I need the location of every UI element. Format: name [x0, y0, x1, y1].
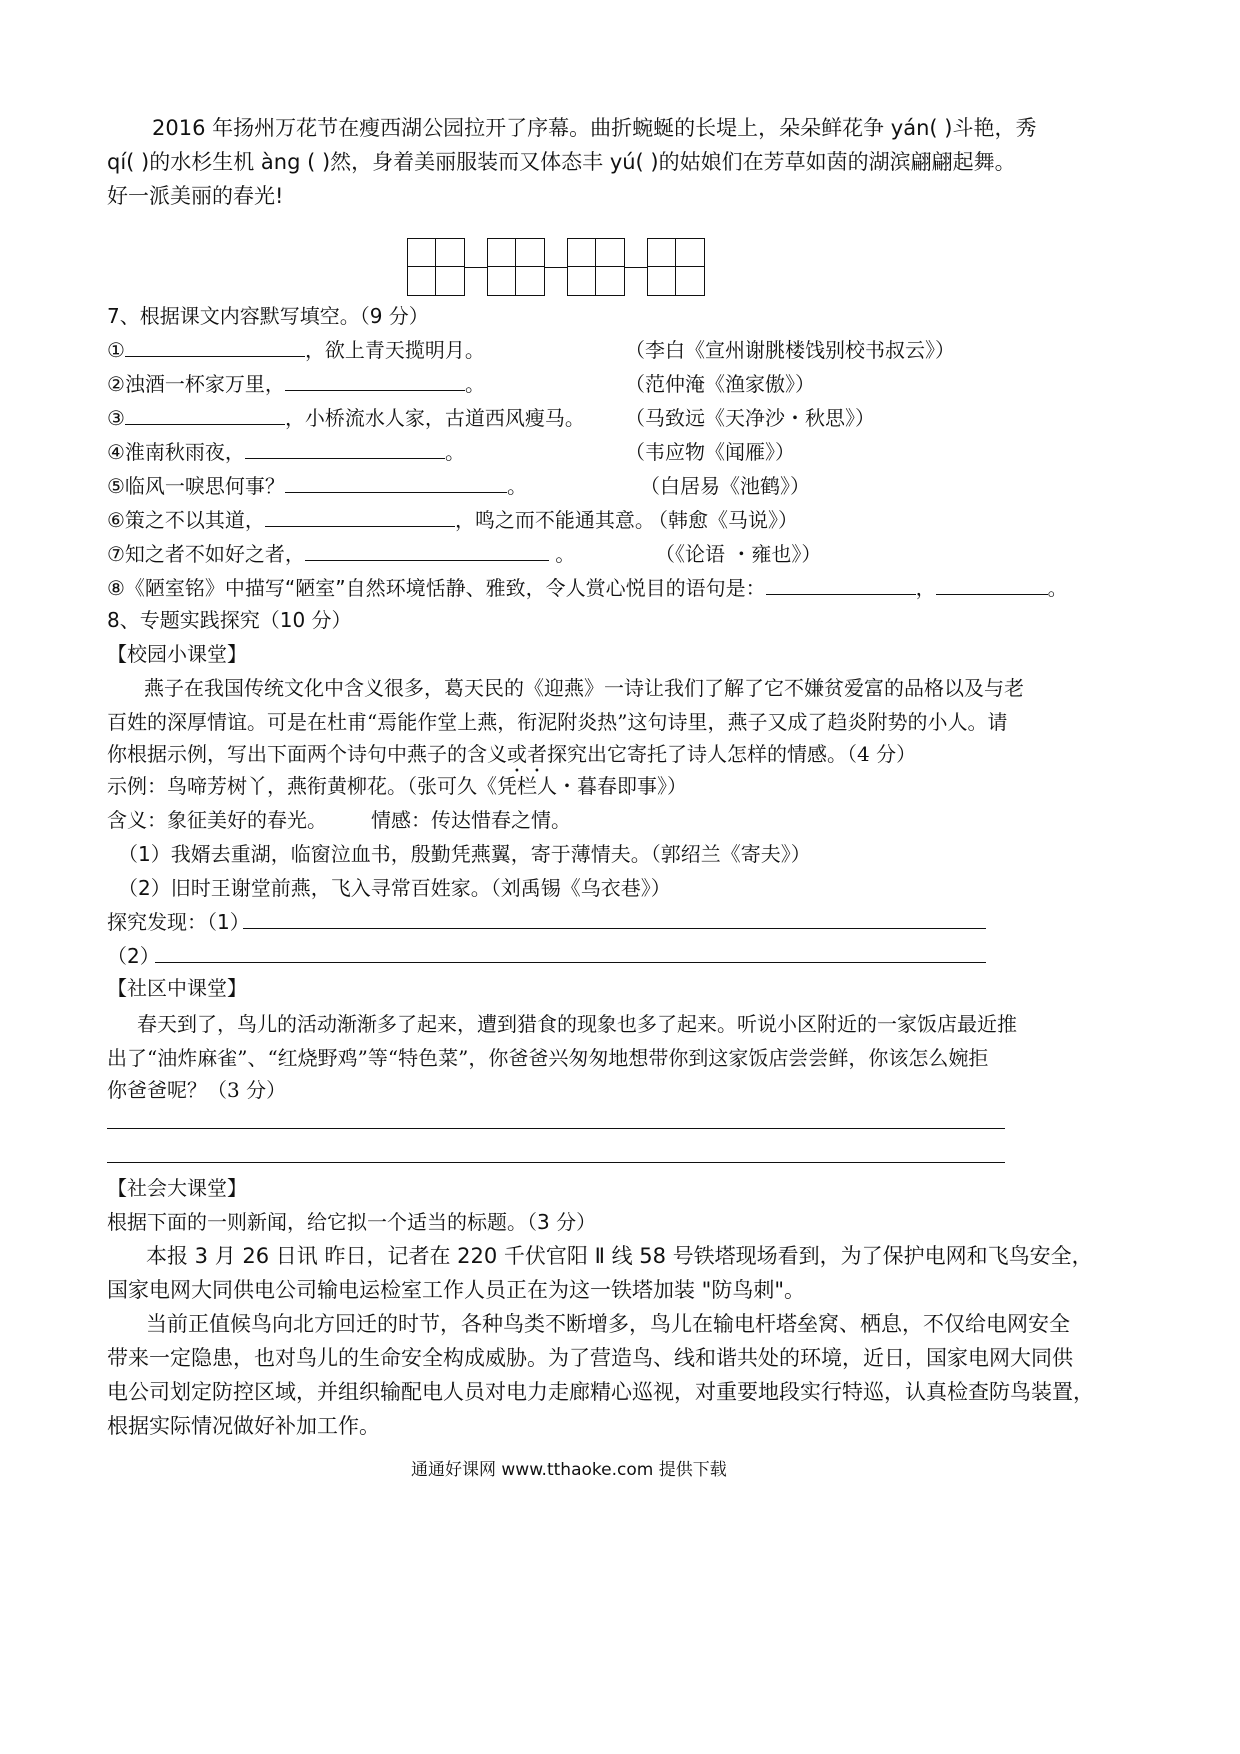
answer-line[interactable] — [107, 1162, 1005, 1163]
intro-line-3: 好一派美丽的春光! — [107, 184, 284, 208]
campus-para-1: 燕子在我国传统文化中含义很多，葛天民的《迎燕》一诗让我们了解了它不嫌贫爱富的品格以及与老 — [144, 676, 1024, 700]
campus-meaning: 含义：象征美好的春光。 — [107, 808, 327, 832]
intro-line-1: 2016 年扬州万花节在瘦西湖公园拉开了序幕。曲折蜿蜒的长堤上，朵朵鲜花争 yán( )斗艳，秀 — [152, 116, 1037, 140]
q7-item-8: ⑧《陋室铭》中描写“陋室”自然环境恬静、雅致，令人赏心悦目的语句是： ， 。 — [107, 576, 1068, 600]
q7-source-2: （范仲淹《渔家傲》） — [625, 372, 815, 396]
answer-blank[interactable] — [285, 472, 507, 493]
answer-blank[interactable] — [936, 574, 1048, 595]
news-line-2: 国家电网大同供电公司输电运检室工作人员正在为这一铁塔加装 "防鸟刺"。 — [107, 1278, 805, 1302]
q7-source-1: （李白《宣州谢朓楼饯别校书叔云》） — [625, 338, 955, 362]
community-para-2: 出了“油炸麻雀”、“红烧野鸡”等“特色菜”，你爸爸兴匆匆地想带你到这家饭店尝尝鲜，你该怎么婉拒 — [107, 1046, 989, 1070]
q7-item-2: ②浊酒一杯家万里， 。 — [107, 372, 485, 396]
answer-blank[interactable] — [285, 370, 465, 391]
campus-para-2: 百姓的深厚情谊。可是在杜甫“焉能作堂上燕，衔泥附炎热”这句诗里，燕子又成了趋炎附势的小人。请 — [107, 710, 1008, 734]
community-para-3: 你爸爸呢？（3 分） — [107, 1078, 287, 1102]
society-task: 根据下面的一则新闻，给它拟一个适当的标题。（3 分） — [107, 1210, 597, 1234]
q7-source-6: （韩愈《马说》） — [648, 508, 798, 532]
answer-blank[interactable] — [245, 438, 445, 459]
explore-label-1: 探究发现：（1） — [107, 910, 250, 934]
answer-line[interactable] — [155, 962, 986, 963]
news-line-4: 带来一定隐患，也对鸟儿的生命安全构成威胁。为了营造鸟、线和谐共处的环境，近日，国家电网大同供 — [107, 1346, 1073, 1370]
q7-source-3: （马致远《天净沙・秋思》） — [625, 406, 875, 430]
answer-blank[interactable] — [125, 336, 305, 357]
answer-blank[interactable] — [265, 506, 455, 527]
campus-poem-1: （1）我婿去重湖，临窗泣血书，殷勤凭燕翼，寄于薄情夫。（郭绍兰《寄夫》） — [118, 842, 811, 866]
q7-item-6: ⑥策之不以其道， ，鸣之而不能通其意。 — [107, 508, 655, 532]
grid-cell[interactable] — [567, 238, 625, 296]
q7-item-3: ③ ，小桥流水人家，古道西风瘦马。 — [107, 406, 585, 430]
community-para-1: 春天到了，鸟儿的活动渐渐多了起来，遭到猎食的现象也多了起来。听说小区附近的一家饭店最近推 — [137, 1012, 1017, 1036]
answer-line[interactable] — [107, 1128, 1005, 1129]
q7-item-7: ⑦知之者不如好之者， 。 — [107, 542, 576, 566]
community-title: 【社区中课堂】 — [107, 976, 247, 1000]
q7-item-4: ④淮南秋雨夜， 。 — [107, 440, 465, 464]
news-line-1: 本报 3 月 26 日讯 昨日，记者在 220 千伏官阳 Ⅱ 线 58 号铁塔现场看到，为了保护电网和飞鸟安全， — [146, 1244, 1093, 1268]
q7-source-4: （韦应物《闻雁》） — [625, 440, 795, 464]
answer-blank[interactable] — [766, 574, 916, 595]
news-line-3: 当前正值候鸟向北方回迁的时节，各种鸟类不断增多，鸟儿在输电杆塔垒窝、栖息，不仅给电网安全 — [146, 1312, 1070, 1336]
explore-label-2: （2） — [107, 944, 160, 968]
q7-item-5: ⑤临风一唳思何事？ 。 — [107, 474, 527, 498]
grid-cell[interactable] — [487, 238, 545, 296]
answer-blank[interactable] — [305, 540, 549, 561]
intro-line-2: qí( )的水杉生机 àng ( )然，身着美丽服装而又体态丰 yú( )的姑娘们在芳草如茵的湖滨翩翩起舞。 — [107, 150, 1016, 174]
grid-cell[interactable] — [647, 238, 705, 296]
campus-poem-2: （2）旧时王谢堂前燕，飞入寻常百姓家。（刘禹锡《乌衣巷》） — [118, 876, 671, 900]
grid-cell[interactable] — [407, 238, 465, 296]
q7-source-5: （白居易《池鹤》） — [640, 474, 810, 498]
answer-line[interactable] — [243, 928, 986, 929]
page-footer: 通通好课网 www.tthaoke.com 提供下载 — [411, 1460, 727, 1480]
q8-heading: 8、专题实践探究（10 分） — [107, 608, 352, 632]
society-title: 【社会大课堂】 — [107, 1176, 247, 1200]
campus-example: 示例：鸟啼芳树丫，燕衔黄柳花。（张可久《凭栏人・暮春即事》） — [107, 774, 687, 798]
news-line-6: 根据实际情况做好补加工作。 — [107, 1414, 380, 1438]
campus-para-3: 你根据示例，写出下面两个诗句中燕子的含义或者探究出它寄托了诗人怎样的情感。（4 分） — [107, 742, 917, 766]
q7-item-1: ① ，欲上青天揽明月。 — [107, 338, 485, 362]
q7-heading: 7、根据课文内容默写填空。（9 分） — [107, 304, 429, 328]
campus-emotion: 情感：传达惜春之情。 — [371, 808, 571, 832]
q7-source-7: （《论语 ・雍也》） — [655, 542, 822, 566]
campus-title: 【校园小课堂】 — [107, 642, 247, 666]
news-line-5: 电公司划定防控区域，并组织输配电人员对电力走廊精心巡视，对重要地段实行特巡，认真检查防鸟装置， — [107, 1380, 1094, 1404]
answer-blank[interactable] — [125, 404, 285, 425]
